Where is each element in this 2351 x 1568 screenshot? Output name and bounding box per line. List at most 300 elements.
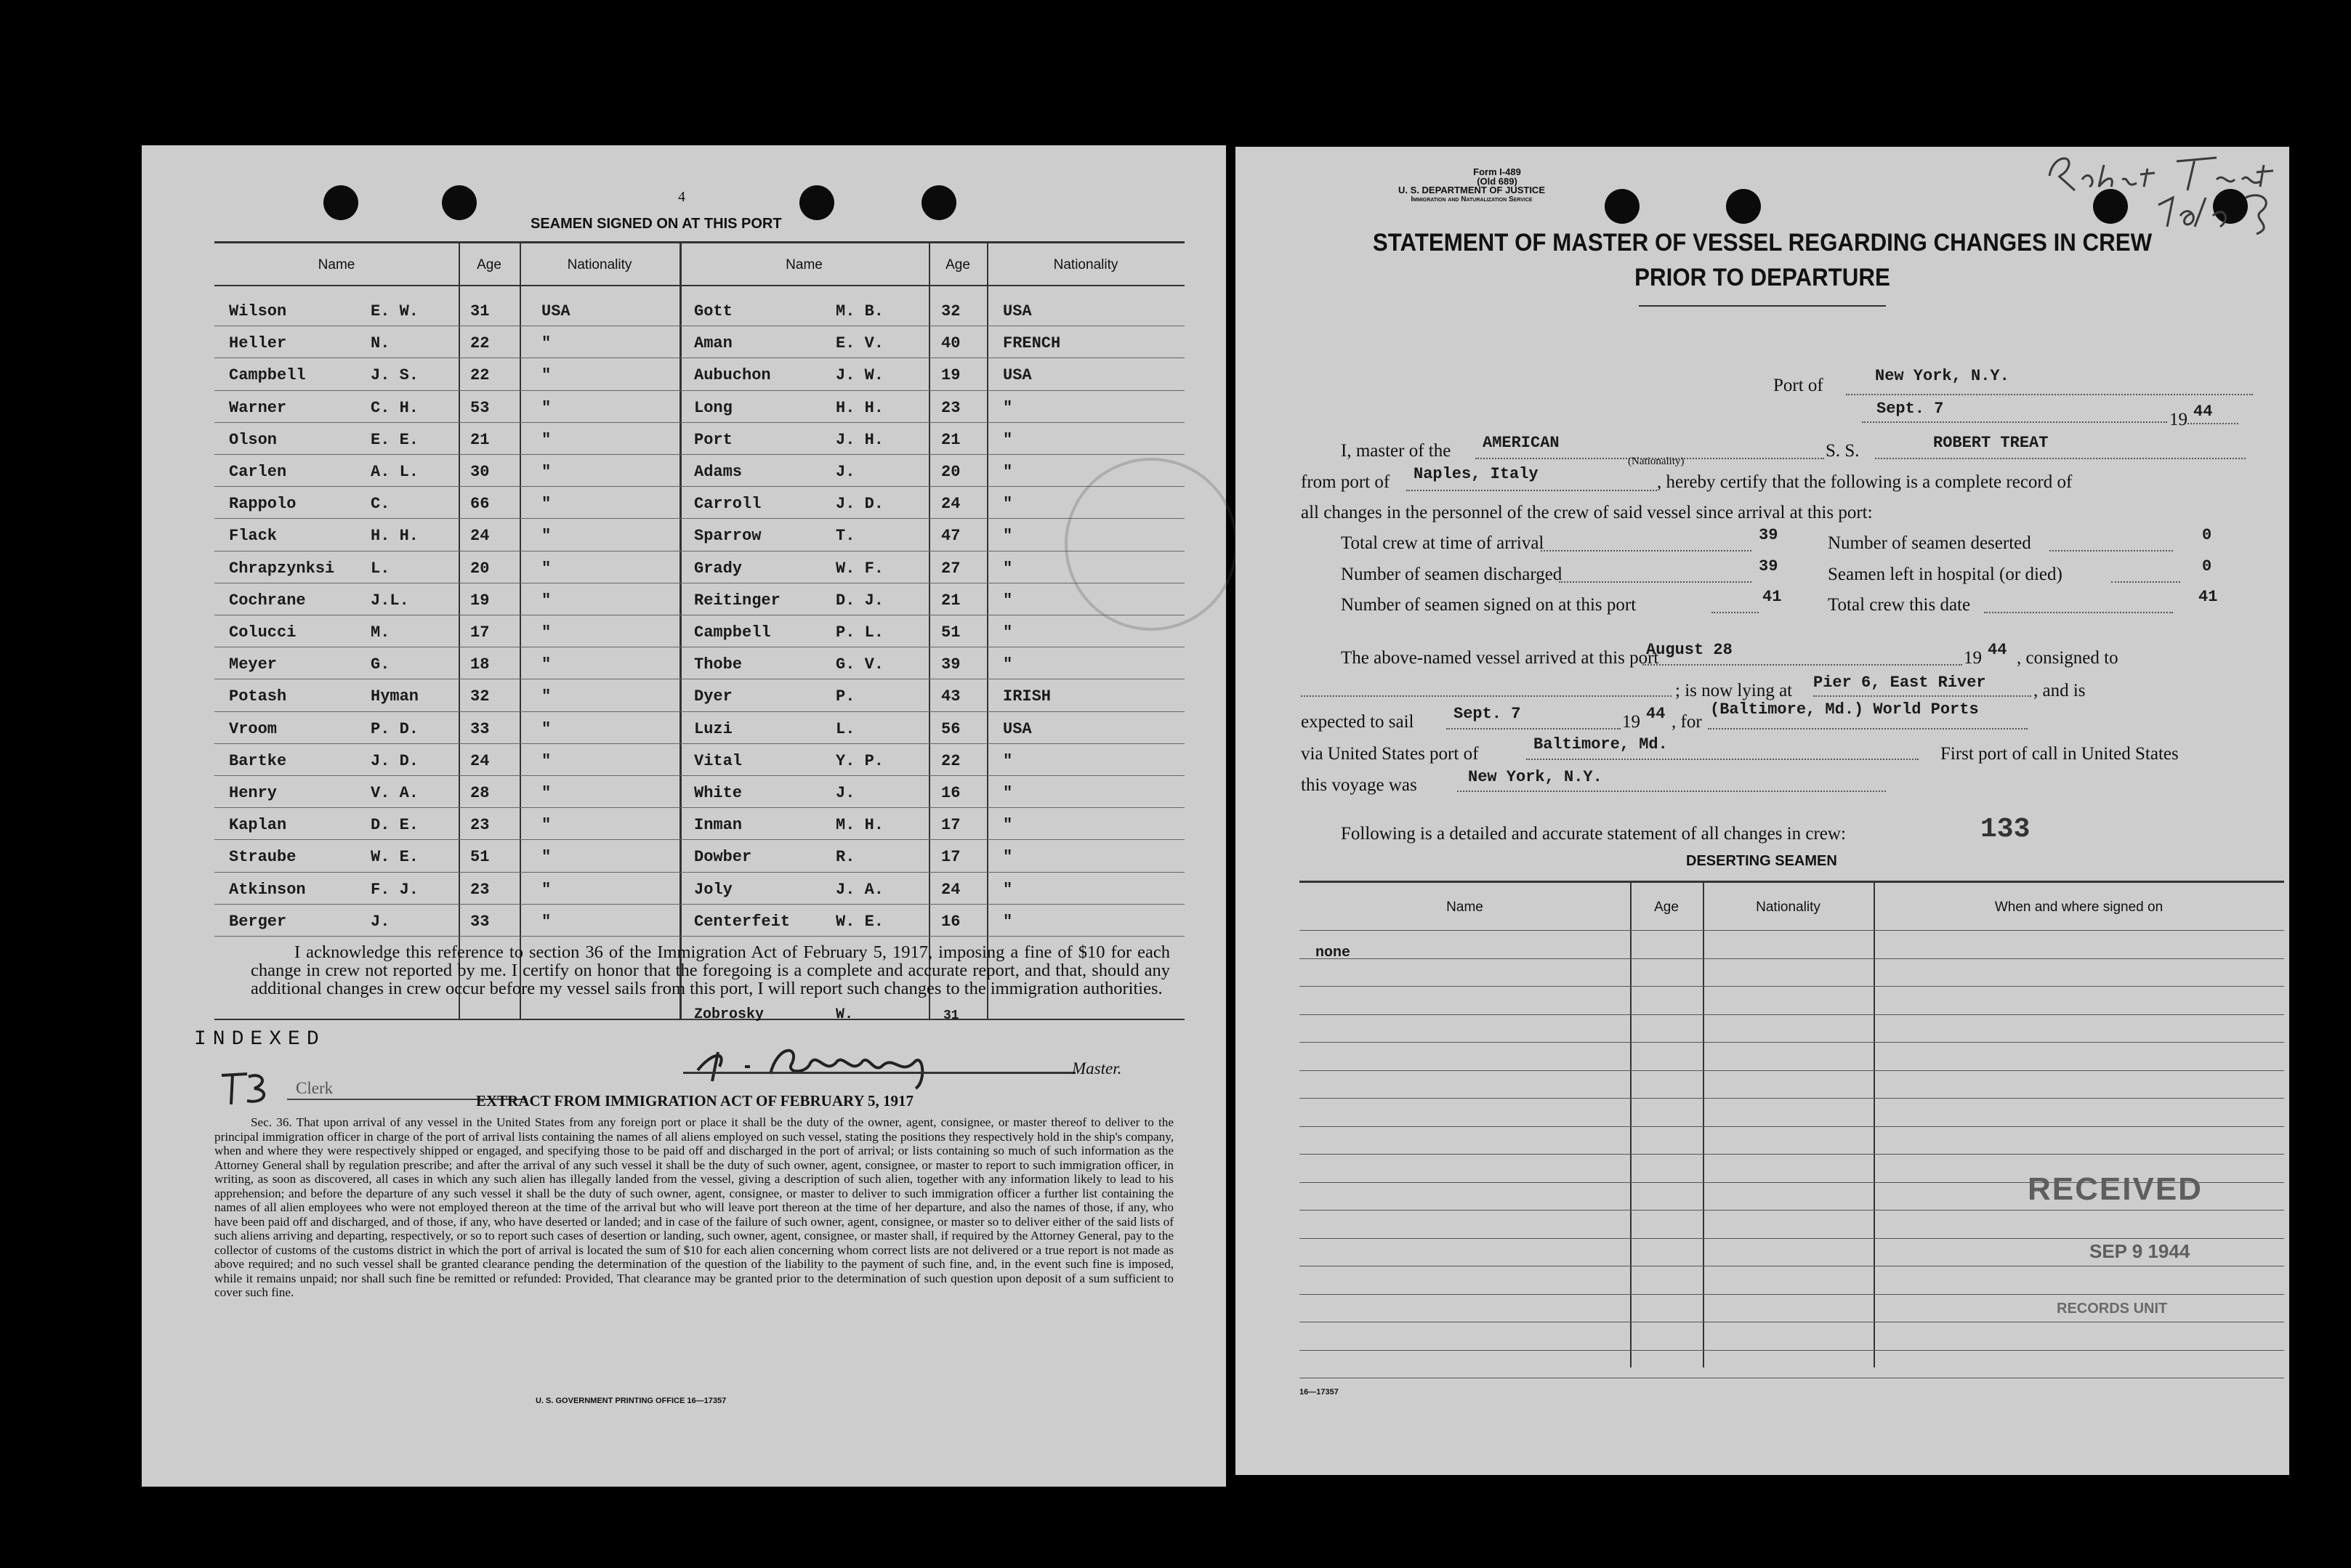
right-surname: Dowber: [694, 848, 752, 867]
left-initials: J.L.: [371, 591, 409, 610]
left-nationality: ": [541, 816, 552, 835]
left-surname: Chrapzynksi: [229, 559, 335, 578]
left-surname: Warner: [229, 398, 287, 417]
circular-stamp: [1065, 458, 1238, 631]
desert-header-nationality: Nationality: [1756, 900, 1820, 915]
port-label: Port of: [1773, 376, 1823, 395]
master-label: Master.: [1072, 1059, 1122, 1078]
hospital-label: Seamen left in hospital (or died): [1828, 565, 2062, 584]
right-age: 17: [941, 848, 961, 867]
left-age: 24: [470, 751, 490, 770]
received-date: SEP 9 1944: [2089, 1240, 2190, 1262]
left-nationality: ": [541, 784, 552, 802]
right-nationality: ": [1003, 623, 1013, 642]
right-surname: Aman: [694, 334, 733, 353]
right-nationality: ": [1003, 591, 1013, 610]
right-surname: Carroll: [694, 495, 762, 514]
extra-age: 31: [943, 1009, 959, 1023]
left-nationality: ": [541, 687, 552, 706]
left-nationality: ": [541, 591, 552, 610]
arrived-text: The above-named vessel arrived at this port: [1341, 648, 1659, 668]
right-age: 51: [941, 623, 961, 642]
left-surname: Campbell: [229, 366, 306, 385]
right-surname: Port: [694, 430, 733, 449]
right-initials: E. V.: [836, 334, 884, 353]
right-nationality: ": [1003, 559, 1013, 578]
table-row: [214, 876, 1181, 908]
extract-text: Sec. 36. That upon arrival of any vessel in the United States from any foreign port or place it shall be the duty of the owner, agent, consignee, or master thereof to deliver to the principal immigration officer in charge of the port of arrival lists containing the names of all aliens employed on such vessel, stating the positions they respectively hold in the ship's company, when and where they were respectively shipped or engaged, and specifying those to be paid off and discharged in the port of arrival; or lists containing so much of such information as the Attorney General shall by regulation prescribe; and after the arrival of any such vessel it shall be the duty of such owner, agent, consignee, or master to report to such immigration officer, in writing, as soon as discovered, all cases in which any such alien has illegally landed from the vessel, giving a description of such alien, together with any information likely to lead to his apprehension; and before the departure of any such vessel it shall be the duty of such owner, agent, consignee, or master to deliver to such immigration officer a further list containing the names of all alien employees who were not employed thereon at the time of the arrival but who will leave port thereon at the time of her departure, and also the names of those, if any, who have been paid off and discharged, and of those, if any, who have deserted or landed; and in case of the failure of such owner, agent, consignee, or master so to deliver either of the said lists of such aliens arriving and departing, respectively, or so to report such cases of desertion or landing, such owner, agent, consignee, or master shall, if required by the Attorney General, pay to the collector of customs of the customs district in which the port of arrival is located the sum of $10 for each alien concerning whom correct lists are not delivered or a true report is not made as above required; and no such vessel shall be granted clearance pending the determination of the question of the liability to the payment of such fine, and, in the event such fine is imposed, while it remains unpaid; nor shall such fine be remitted or refunded: Provided, That clearance may be granted prior to the determination of such question upon deposit of a sum sufficient to cover such fine.: [214, 1115, 1174, 1299]
header-name: Name: [786, 257, 823, 272]
punch-hole: [323, 185, 358, 220]
right-initials: Y. P.: [836, 751, 884, 770]
row-rule: [214, 936, 1185, 937]
stamp-number: 133: [1980, 814, 2031, 845]
left-surname: Vroom: [229, 719, 278, 738]
form-header: [1414, 167, 1581, 186]
right-initials: J.: [836, 463, 855, 481]
desert-row-rule: [1299, 986, 2284, 987]
left-age: 22: [470, 366, 490, 385]
right-initials: L.: [836, 719, 855, 738]
table-row: [214, 651, 1181, 683]
from-port-value: Naples, Italy: [1414, 465, 1539, 483]
right-surname: Luzi: [694, 719, 733, 738]
port-value: New York, N.Y.: [1875, 367, 2009, 385]
total-arrival-label: Total crew at time of arrival: [1341, 533, 1544, 553]
row-rule: [214, 390, 1185, 391]
section-title: SEAMEN SIGNED ON AT THIS PORT: [531, 216, 782, 232]
right-nationality: ": [1003, 495, 1013, 514]
left-initials: F. J.: [371, 880, 419, 899]
department-block: [1319, 185, 1624, 204]
for-value: (Baltimore, Md.) World Ports: [1710, 700, 1979, 719]
deserting-title: DESERTING SEAMEN: [1686, 853, 1837, 869]
right-surname: Long: [694, 398, 733, 417]
left-initials: V. A.: [371, 784, 419, 802]
right-surname: Thobe: [694, 655, 743, 674]
title-line-2: PRIOR TO DEPARTURE: [1634, 264, 1890, 291]
row-rule: [214, 518, 1185, 519]
deserted-value: 0: [2202, 526, 2212, 544]
right-initials: J. D.: [836, 495, 884, 514]
punch-hole: [1726, 189, 1761, 224]
desert-row-rule: [1299, 1238, 2284, 1239]
right-nationality: ": [1003, 398, 1013, 417]
table-body: [214, 298, 1185, 1017]
right-nationality: ": [1003, 816, 1013, 835]
left-nationality: ": [541, 334, 552, 353]
desert-row-rule: [1299, 1294, 2284, 1295]
left-initials: P. D.: [371, 719, 419, 738]
left-nationality: ": [541, 398, 552, 417]
voyage-text: this voyage was: [1301, 775, 1417, 795]
left-nationality: ": [541, 623, 552, 642]
all-changes-text: all changes in the personnel of the crew of said vessel since arrival at this port:: [1301, 503, 1873, 522]
desert-row-rule: [1299, 958, 2284, 959]
left-initials: Hyman: [371, 687, 419, 706]
table-row: [214, 812, 1181, 844]
department: U. S. DEPARTMENT OF JUSTICE: [1398, 185, 1545, 195]
punch-hole: [799, 185, 834, 220]
right-age: 23: [941, 398, 961, 417]
right-age: 24: [941, 880, 961, 899]
left-initials: L.: [371, 559, 390, 578]
left-surname: Meyer: [229, 655, 278, 674]
right-initials: W. E.: [836, 912, 884, 931]
right-surname: Gott: [694, 302, 733, 320]
form-code: 16—17357: [1299, 1388, 1339, 1397]
left-nationality: ": [541, 527, 552, 546]
left-age: 32: [470, 687, 490, 706]
right-initials: J.: [836, 784, 855, 802]
row-rule: [214, 422, 1185, 423]
signed-on-label: Number of seamen signed on at this port: [1341, 595, 1637, 615]
table-row: [214, 844, 1181, 876]
following-text: Following is a detailed and accurate statement of all changes in crew:: [1341, 824, 1846, 844]
master-signature: [683, 1030, 1032, 1092]
right-initials: J. W.: [836, 366, 884, 385]
left-age: 19: [470, 591, 490, 610]
received-stamp: RECEIVED: [2028, 1171, 2203, 1207]
right-nationality: ": [1003, 912, 1013, 931]
right-nationality: ": [1003, 655, 1013, 674]
left-initials: J. D.: [371, 751, 419, 770]
desert-row-rule: [1299, 1098, 2284, 1099]
left-nationality: ": [541, 848, 552, 867]
total-date-value: 41: [2198, 588, 2218, 606]
for-text: , for: [1671, 712, 1702, 732]
left-age: 21: [470, 430, 490, 449]
right-age: 17: [941, 816, 961, 835]
right-age: 27: [941, 559, 961, 578]
right-nationality: USA: [1003, 366, 1032, 385]
table-row: [214, 780, 1181, 812]
extra-initials: W.: [836, 1006, 854, 1023]
date-value: Sept. 7: [1876, 400, 1944, 418]
desert-row-rule: [1299, 1126, 2284, 1127]
nationality-caption: (Nationality): [1628, 456, 1685, 467]
table-row: [214, 362, 1181, 394]
left-nationality: ": [541, 751, 552, 770]
row-rule: [214, 904, 1185, 905]
left-nationality: ": [541, 719, 552, 738]
hospital-value: 0: [2202, 557, 2212, 575]
via-value: Baltimore, Md.: [1533, 735, 1668, 753]
punch-hole: [922, 185, 956, 220]
right-age: 39: [941, 655, 961, 674]
desert-row-rule: [1299, 1042, 2284, 1043]
right-surname: Inman: [694, 816, 743, 835]
desert-row-rule: [1299, 1014, 2284, 1015]
sail-year: 44: [1646, 705, 1666, 723]
via-text: via United States port of: [1301, 744, 1479, 764]
table-row: [214, 458, 1181, 490]
desert-row-rule: [1299, 1210, 2284, 1211]
and-is-text: , and is: [2033, 681, 2086, 700]
left-surname: Carlen: [229, 463, 287, 481]
consigned-text: , consigned to: [2017, 648, 2118, 668]
table-row: [214, 908, 1181, 940]
right-surname: Campbell: [694, 623, 771, 642]
left-surname: Straube: [229, 848, 297, 867]
left-nationality: ": [541, 912, 552, 931]
left-surname: Atkinson: [229, 880, 306, 899]
left-initials: G.: [371, 655, 390, 674]
right-nationality: FRENCH: [1003, 334, 1061, 353]
seamen-table: [214, 241, 1185, 1022]
right-initials: D. J.: [836, 591, 884, 610]
left-nationality: ": [541, 430, 552, 449]
left-age: 17: [470, 623, 490, 642]
left-surname: Colucci: [229, 623, 297, 642]
table-row: [214, 683, 1181, 715]
left-surname: Cochrane: [229, 591, 306, 610]
left-age: 23: [470, 880, 490, 899]
row-rule: [214, 839, 1185, 840]
left-age: 31: [470, 302, 490, 320]
right-surname: Grady: [694, 559, 743, 578]
right-age: 19: [941, 366, 961, 385]
table-row: [214, 395, 1181, 427]
left-age: 24: [470, 527, 490, 546]
left-age: 33: [470, 912, 490, 931]
desert-row-rule: [1299, 1154, 2284, 1155]
lying-text: ; is now lying at: [1675, 681, 1793, 700]
table-row: [214, 619, 1181, 651]
year-prefix: 19: [2169, 410, 2187, 429]
right-surname: Adams: [694, 463, 743, 481]
certify-text: , hereby certify that the following is a complete record of: [1657, 472, 2073, 492]
nationality-value: AMERICAN: [1483, 434, 1560, 452]
right-age: 21: [941, 430, 961, 449]
right-initials: M. B.: [836, 302, 884, 320]
left-surname: Heller: [229, 334, 287, 353]
right-nationality: ": [1003, 880, 1013, 899]
right-surname: Vital: [694, 751, 743, 770]
right-surname: Reitinger: [694, 591, 781, 610]
signed-on-value: 41: [1762, 588, 1782, 606]
left-initials: D. E.: [371, 816, 419, 835]
left-initials: C. H.: [371, 398, 419, 417]
total-arrival-value: 39: [1759, 526, 1778, 544]
row-rule: [214, 486, 1185, 487]
left-initials: W. E.: [371, 848, 419, 867]
service: Immigration and Naturalization Service: [1411, 195, 1533, 203]
desert-header-age: Age: [1654, 900, 1679, 915]
right-age: 21: [941, 591, 961, 610]
extract-title: EXTRACT FROM IMMIGRATION ACT OF FEBRUARY 5, 1917: [476, 1092, 914, 1110]
header-age: Age: [477, 257, 501, 272]
right-age: 43: [941, 687, 961, 706]
left-age: 23: [470, 816, 490, 835]
table-row: [214, 587, 1181, 619]
table-row: [214, 330, 1181, 362]
table-row: [214, 748, 1181, 780]
lying-value: Pier 6, East River: [1813, 674, 1986, 692]
left-nationality: ": [541, 880, 552, 899]
left-surname: Wilson: [229, 302, 287, 320]
left-nationality: ": [541, 463, 552, 481]
table-row: [214, 716, 1181, 748]
records-unit: RECORDS UNIT: [2057, 1301, 2168, 1317]
desert-header-name: Name: [1446, 900, 1483, 915]
left-surname: Henry: [229, 784, 278, 802]
table-row: [214, 555, 1181, 587]
right-initials: R.: [836, 848, 855, 867]
right-age: 16: [941, 912, 961, 931]
right-surname: White: [694, 784, 743, 802]
left-nationality: ": [541, 655, 552, 674]
first-port-text: First port of call in United States: [1940, 744, 2179, 764]
left-age: 53: [470, 398, 490, 417]
left-surname: Flack: [229, 527, 278, 546]
right-initials: J. A.: [836, 880, 884, 899]
left-surname: Potash: [229, 687, 287, 706]
left-age: 66: [470, 495, 490, 514]
left-surname: Bartke: [229, 751, 287, 770]
row-rule: [214, 357, 1185, 358]
printing-office: U. S. GOVERNMENT PRINTING OFFICE 16—17357: [536, 1397, 727, 1405]
left-age: 33: [470, 719, 490, 738]
right-initials: M. H.: [836, 816, 884, 835]
desert-entry: none: [1315, 945, 1351, 961]
master-of-text: I, master of the: [1341, 441, 1451, 461]
left-surname: Kaplan: [229, 816, 287, 835]
row-rule: [214, 872, 1185, 873]
left-age: 22: [470, 334, 490, 353]
right-age: 24: [941, 495, 961, 514]
ship-name: ROBERT TREAT: [1933, 434, 2049, 452]
table-row: [214, 490, 1181, 522]
desert-row-rule: [1299, 1350, 2284, 1351]
acknowledgement-text: I acknowledge this reference to section 36 of the Immigration Act of February 5, 1917, imposing a fine of $10 for each change in crew not reported by me. I certify on honor that the foregoing is a complete and accurate report, and that, should any additional changes in crew occur before my vessel sails from this port, I will report such changes to the immigration authorities.: [251, 942, 1170, 998]
right-nationality: ": [1003, 430, 1013, 449]
row-rule: [214, 775, 1185, 776]
left-nationality: USA: [541, 302, 570, 320]
left-surname: Olson: [229, 430, 278, 449]
right-nationality: ": [1003, 848, 1013, 867]
clerk-initials: [218, 1068, 276, 1108]
right-surname: Aubuchon: [694, 366, 771, 385]
arrived-year: 44: [1988, 641, 2007, 659]
title-line-1: STATEMENT OF MASTER OF VESSEL REGARDING CHANGES IN CREW: [1372, 229, 2153, 256]
left-age: 28: [470, 784, 490, 802]
handwritten-note: [2042, 147, 2289, 238]
right-surname: Sparrow: [694, 527, 762, 546]
discharged-value: 39: [1759, 557, 1778, 575]
expected-text: expected to sail: [1301, 712, 1414, 732]
right-initials: P. L.: [836, 623, 884, 642]
discharged-label: Number of seamen discharged: [1341, 565, 1562, 584]
header-nationality: Nationality: [1053, 257, 1118, 272]
sail-year-prefix: 19: [1622, 712, 1640, 732]
header-name: Name: [318, 257, 355, 272]
left-initials: A. L.: [371, 463, 419, 481]
punch-hole: [442, 185, 477, 220]
right-surname: Centerfeit: [694, 912, 791, 931]
left-initials: E. W.: [371, 302, 419, 320]
right-age: 40: [941, 334, 961, 353]
table-row: [214, 298, 1181, 330]
left-initials: H. H.: [371, 527, 419, 546]
indexed-stamp: INDEXED: [194, 1028, 326, 1051]
left-page: [142, 145, 1226, 1487]
table-row: [214, 427, 1181, 458]
left-age: 18: [470, 655, 490, 674]
right-surname: Joly: [694, 880, 733, 899]
extra-surname: Zobrosky: [694, 1006, 765, 1023]
row-rule: [214, 807, 1185, 808]
desert-row-rule: [1299, 930, 2284, 931]
deserted-label: Number of seamen deserted: [1828, 533, 2031, 553]
right-nationality: ": [1003, 527, 1013, 546]
right-age: 47: [941, 527, 961, 546]
left-surname: Berger: [229, 912, 287, 931]
left-surname: Rappolo: [229, 495, 297, 514]
left-age: 30: [470, 463, 490, 481]
left-initials: N.: [371, 334, 390, 353]
right-age: 22: [941, 751, 961, 770]
right-nationality: ": [1003, 463, 1013, 481]
form-number: Form I-489: [1473, 166, 1521, 177]
left-nationality: ": [541, 366, 552, 385]
row-rule: [214, 454, 1185, 455]
left-nationality: ": [541, 559, 552, 578]
left-initials: J.: [371, 912, 390, 931]
right-age: 16: [941, 784, 961, 802]
right-nationality: USA: [1003, 302, 1032, 320]
left-age: 51: [470, 848, 490, 867]
arrived-value: August 28: [1646, 641, 1733, 659]
voyage-value: New York, N.Y.: [1468, 768, 1602, 786]
ss-label: S. S.: [1826, 441, 1860, 461]
right-surname: Dyer: [694, 687, 733, 706]
row-rule: [214, 711, 1185, 712]
right-nationality: USA: [1003, 719, 1032, 738]
right-initials: W. F.: [836, 559, 884, 578]
left-initials: J. S.: [371, 366, 419, 385]
left-initials: C.: [371, 495, 390, 514]
desert-row-rule: [1299, 1070, 2284, 1071]
form-title: [1235, 225, 2289, 295]
right-age: 20: [941, 463, 961, 481]
right-age: 56: [941, 719, 961, 738]
row-rule: [214, 743, 1185, 744]
year-value: 44: [2193, 403, 2213, 421]
right-nationality: ": [1003, 784, 1013, 802]
header-nationality: Nationality: [567, 257, 632, 272]
clerk-label: Clerk: [296, 1079, 334, 1097]
from-port-label: from port of: [1301, 472, 1390, 492]
right-initials: J. H.: [836, 430, 884, 449]
right-initials: P.: [836, 687, 855, 706]
left-initials: E. E.: [371, 430, 419, 449]
desert-header-signed-on: When and where signed on: [1994, 900, 2164, 915]
right-age: 32: [941, 302, 961, 320]
total-date-label: Total crew this date: [1828, 595, 1971, 615]
sail-value: Sept. 7: [1453, 705, 1521, 723]
page-number: 4: [678, 189, 685, 205]
header-age: Age: [945, 257, 970, 272]
right-initials: G. V.: [836, 655, 884, 674]
right-initials: H. H.: [836, 398, 884, 417]
right-nationality: IRISH: [1003, 687, 1052, 706]
right-nationality: ": [1003, 751, 1013, 770]
arrived-year-prefix: 19: [1964, 648, 1982, 668]
form-old-number: (Old 689): [1477, 176, 1517, 187]
right-initials: T.: [836, 527, 855, 546]
left-nationality: ": [541, 495, 552, 514]
